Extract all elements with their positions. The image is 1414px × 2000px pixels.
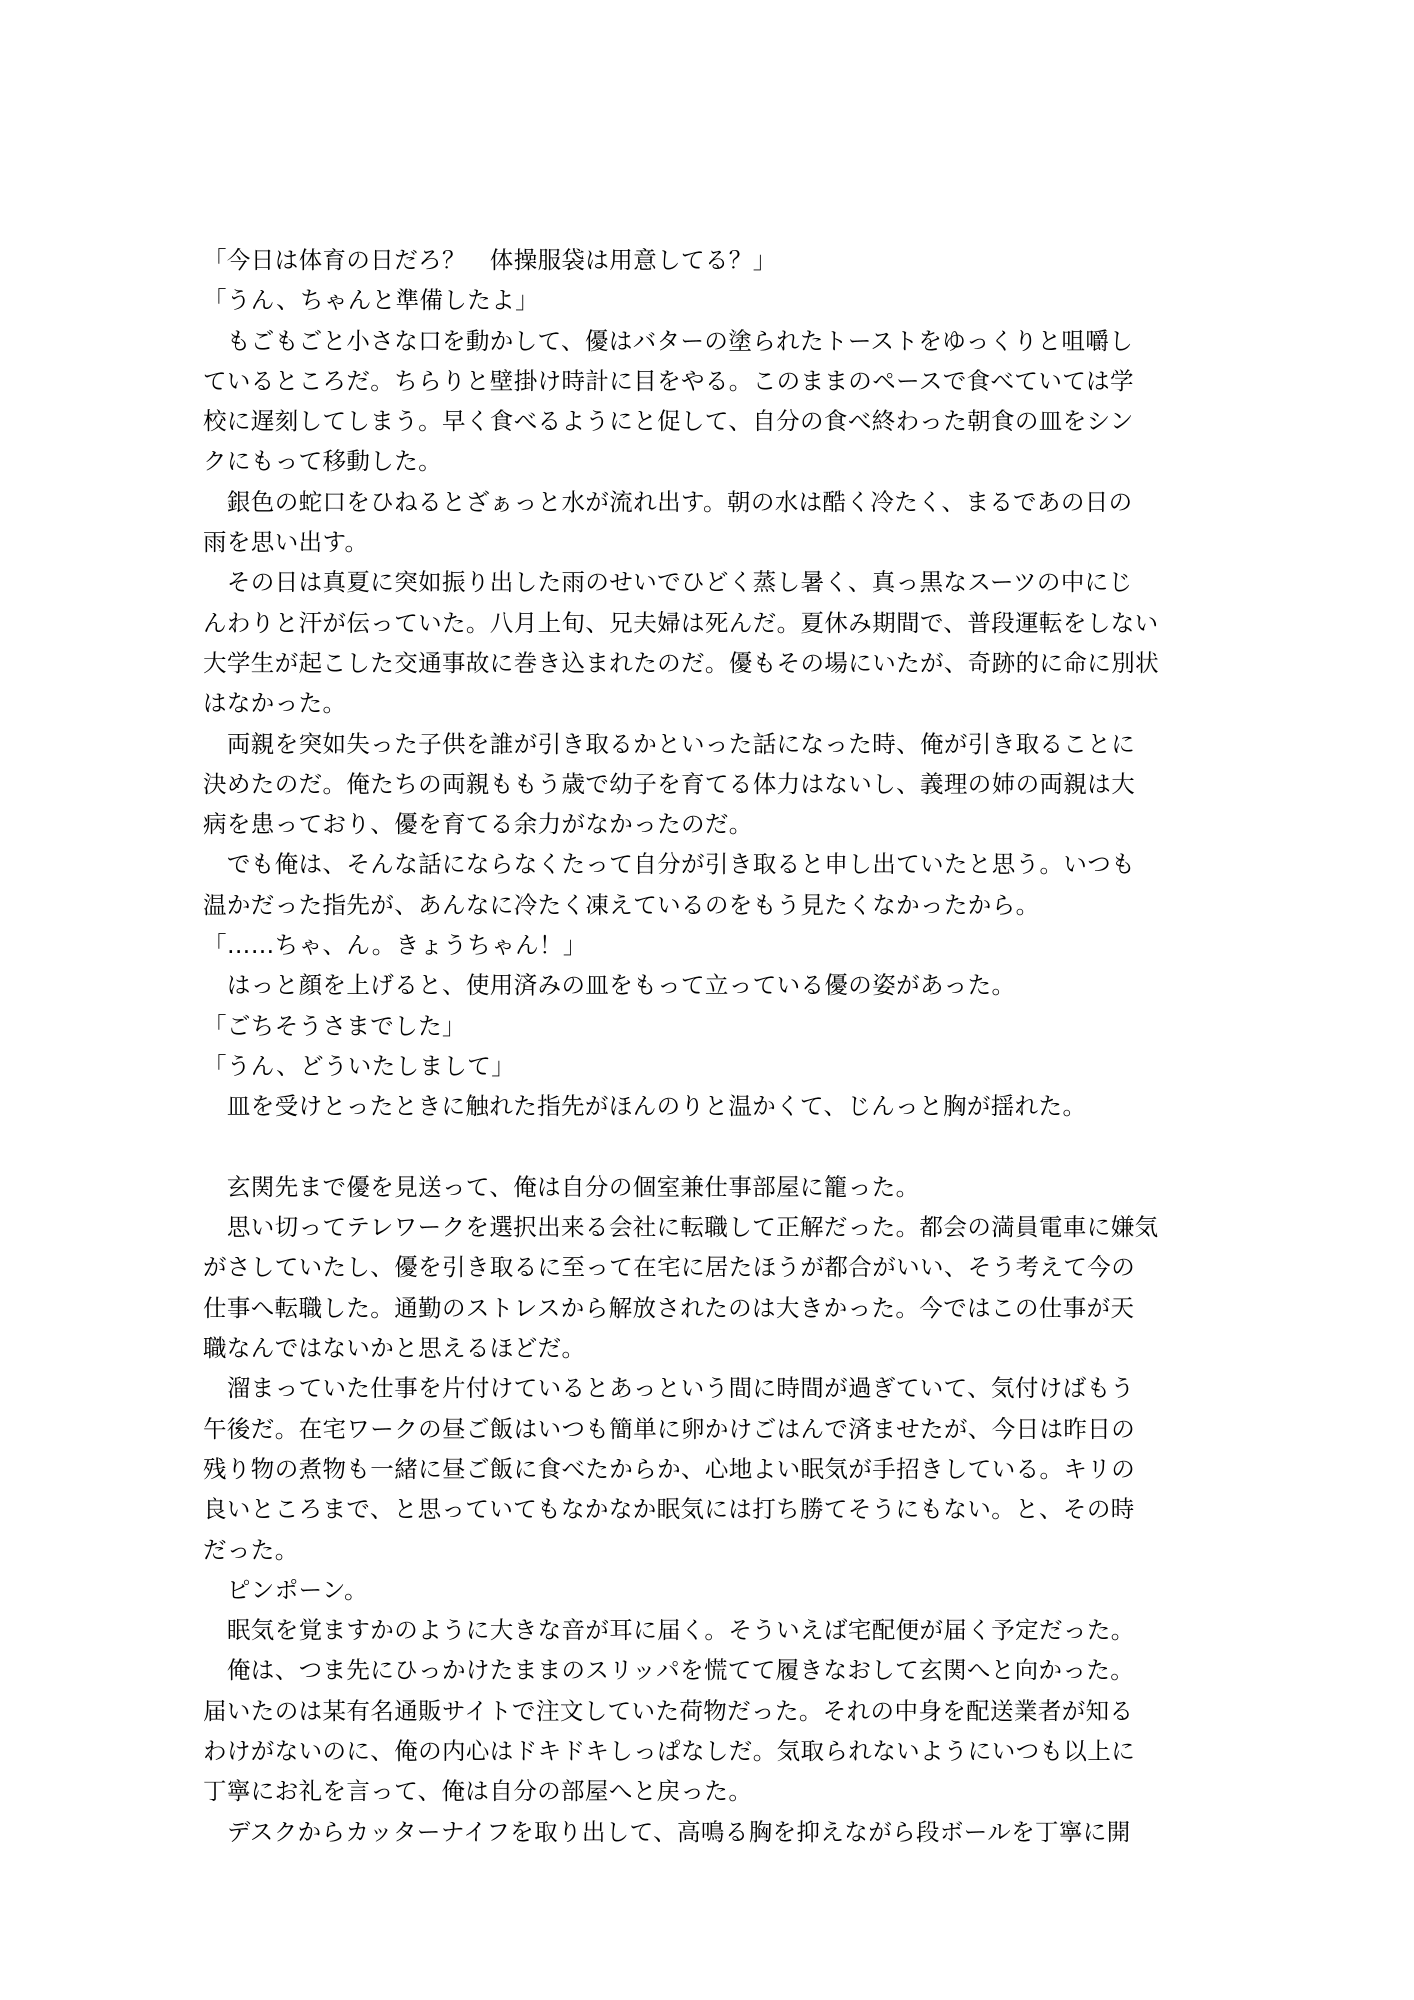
- text-line: 眠気を覚ますかのように大きな音が耳に届く。そういえば宅配便が届く予定だった。: [203, 1616, 1135, 1645]
- text-line: 雨を思い出す。: [203, 528, 369, 557]
- text-line: 「ごちそうさまでした」: [203, 1011, 466, 1040]
- text-line: だった。: [203, 1535, 299, 1564]
- text-line: クにもって移動した。: [203, 447, 442, 476]
- text-line: がさしていたし、優を引き取るに至って在宅に居たほうが都合がいい、そう考えて今の: [203, 1253, 1136, 1282]
- text-line: 「今日は体育の日だろ？ 体操服袋は用意してる？」: [203, 246, 777, 274]
- text-line: 両親を突如失った子供を誰が引き取るかといった話になった時、俺が引き取ることに: [203, 729, 1136, 758]
- text-line: 残り物の煮物も一緒に昼ご飯に食べたからか、心地よい眠気が手招きしている。キリの: [203, 1454, 1136, 1483]
- text-line: 仕事へ転職した。通勤のストレスから解放されたのは大きかった。今ではこの仕事が天: [203, 1293, 1135, 1322]
- text-line: 大学生が起こした交通事故に巻き込まれたのだ。優もその場にいたが、奇跡的に命に別状: [203, 648, 1159, 677]
- text-line: わけがないのに、俺の内心はドキドキしっぱなしだ。気取られないようにいつも以上に: [203, 1736, 1136, 1765]
- text-line: もごもごと小さな口を動かして、優はバターの塗られたトーストをゆっくりと咀嚼し: [203, 326, 1134, 355]
- text-line: 決めたのだ。俺たちの両親ももう歳で幼子を育てる体力はないし、義理の姉の両親は大: [203, 769, 1136, 798]
- document-body: [203, 240, 1223, 1852]
- text-line: その日は真夏に突如振り出した雨のせいでひどく蒸し暑く、真っ黒なスーツの中にじ: [203, 568, 1133, 597]
- blank-line: [203, 1127, 1223, 1167]
- text-line: 職なんではないかと思えるほどだ。: [203, 1334, 586, 1363]
- text-line: 「うん、ちゃんと準備したよ」: [203, 286, 540, 315]
- text-line: 校に遅刻してしまう。早く食べるようにと促して、自分の食べ終わった朝食の皿をシン: [203, 407, 1134, 436]
- text-line: 届いたのは某有名通販サイトで注文していた荷物だった。それの中身を配送業者が知る: [203, 1696, 1134, 1725]
- text-line: デスクからカッターナイフを取り出して、高鳴る胸を抑えながら段ボールを丁寧に開: [203, 1817, 1131, 1846]
- text-line: んわりと汗が伝っていた。八月上旬、兄夫婦は死んだ。夏休み期間で、普段運転をしない: [203, 608, 1159, 637]
- text-line: 良いところまで、と思っていてもなかなか眠気には打ち勝てそうにもない。と、その時: [203, 1495, 1135, 1524]
- text-line: 玄関先まで優を見送って、俺は自分の個室兼仕事部屋に籠った。: [203, 1172, 920, 1201]
- text-line: 思い切ってテレワークを選択出来る会社に転職して正解だった。都会の満員電車に嫌気: [203, 1213, 1159, 1242]
- text-line: 「……ちゃ、ん。きょうちゃん！」: [203, 931, 587, 960]
- text-line: 温かだった指先が、あんなに冷たく凍えているのをもう見たくなかったから。: [203, 890, 1040, 919]
- text-line: はっと顔を上げると、使用済みの皿をもって立っている優の姿があった。: [203, 971, 1016, 1000]
- text-line: でも俺は、そんな話にならなくたって自分が引き取ると申し出ていたと思う。いつも: [203, 850, 1136, 879]
- text-line: 病を患っており、優を育てる余力がなかったのだ。: [203, 810, 753, 839]
- text-line: 午後だ。在宅ワークの昼ご飯はいつも簡単に卵かけごはんで済ませたが、今日は昨日の: [203, 1414, 1136, 1443]
- text-line: 丁寧にお礼を言って、俺は自分の部屋へと戻った。: [203, 1777, 753, 1806]
- text-line: 皿を受けとったときに触れた指先がほんのりと温かくて、じんっと胸が揺れた。: [203, 1092, 1087, 1121]
- text-line: 溜まっていた仕事を片付けているとあっという間に時間が過ぎていて、気付けばもう: [203, 1374, 1135, 1403]
- text-line: 銀色の蛇口をひねるとざぁっと水が流れ出す。朝の水は酷く冷たく、まるであの日の: [203, 487, 1133, 516]
- text-line: 「うん、どういたしまして」: [203, 1051, 516, 1080]
- text-line: ているところだ。ちらりと壁掛け時計に目をやる。このままのペースで食べていては学: [203, 366, 1134, 395]
- text-line: はなかった。: [203, 689, 347, 718]
- text-line: 俺は、つま先にひっかけたままのスリッパを慌てて履きなおして玄関へと向かった。: [203, 1656, 1135, 1685]
- text-line: ピンポーン。: [203, 1575, 368, 1604]
